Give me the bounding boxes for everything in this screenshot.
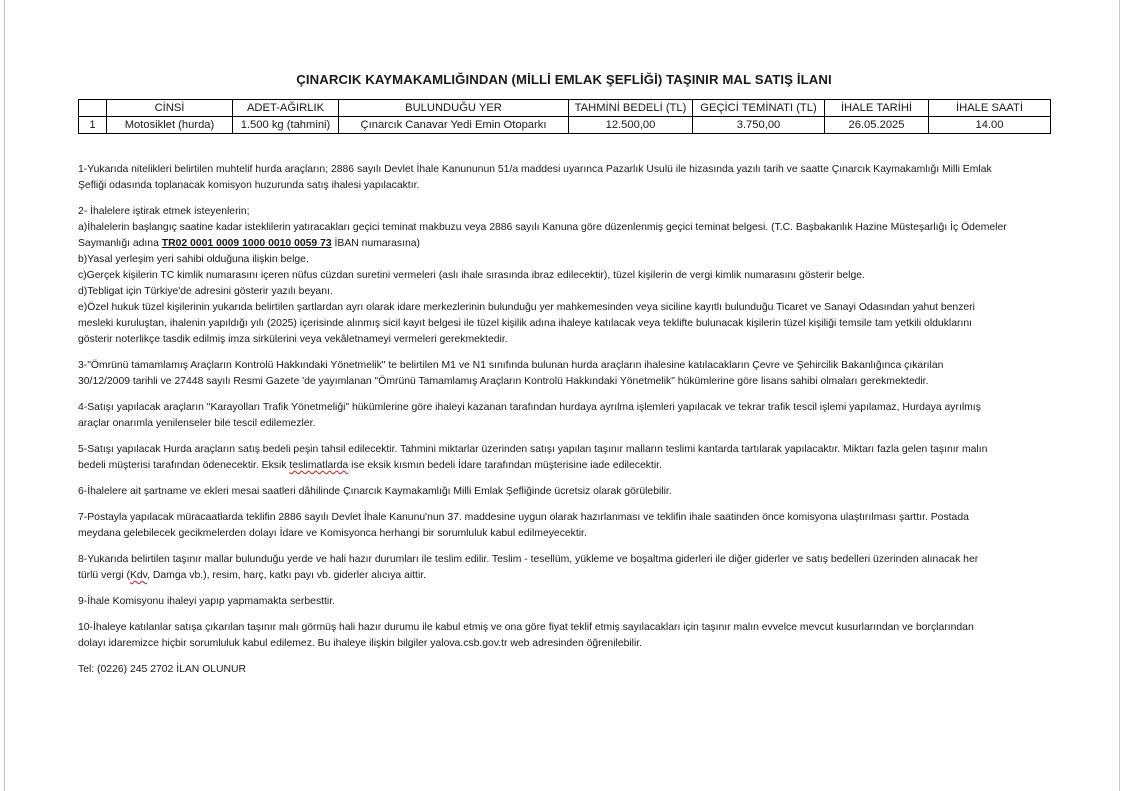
col-header-quantity: ADET-AĞIRLIK [233,100,339,117]
text-line: d)Tebligat için Türkiye'de adresini gösterir yazılı beyanı. [78,286,333,297]
text-line: mesleki kuruluştan, ihalenin yapıldığı yılı (2025) içerisinde alınmış sicil kayıt belgesi ile tüzel kişilik adına ihaleye katılacak veya teklifte bulunacak kişilerin tüzel kişiliği temsile tam yetkili olduklarını [78,318,972,329]
document-page [78,72,1050,688]
spellcheck-word: teslimatlarda [289,460,349,471]
text-line: araçlar onarımla yenilenseler bile tescil edilemezler. [78,418,316,429]
text-line: 6-İhalelere ait şartname ve ekleri mesai saatleri dâhilinde Çınarcık Kaymakamlığı Milli Emlak Şefliğinde ücretsiz olarak görülebilir. [78,486,672,497]
paragraph-4 [78,400,1050,432]
text-line [78,568,1050,584]
text-line: 5-Satışı yapılacak Hurda araçların satış bedeli peşin tahsil edilecektir. Tahmini miktarlar üzerinden satışı yapılan taşınır malların teslimi kantarda tartılarak yapılacaktır. Miktarı fazla gelen taşınır malın [78,444,988,455]
paragraph-6 [78,484,1050,500]
text-line [78,236,1050,252]
table-header-row [79,100,1051,117]
text-line: 1-Yukarıda nitelikleri belirtilen muhtelif hurda araçların; 2886 sayılı Devlet İhale Kanununun 51/a maddesi uyarınca Pazarlık Usulü ile hizasında yazılı tarih ve saatte Çınarcık Kaymakamlığı Milli Emlak [78,164,992,175]
paragraph-10 [78,620,1050,652]
text-line: 8-Yukarıda belirtilen taşınır mallar bulunduğu yerde ve hali hazır durumları ile teslim edilir. Teslim - tesellüm, yükleme ve boşaltma giderleri ile diğer giderler ve satış bedelleri üzerinden alınacak her [78,554,979,565]
text-line: 7-Postayla yapılacak müracaatlarda teklifin 2886 sayılı Devlet İhale Kanunu'nun 37. maddesine uygun olarak hazırlanması ve teklifin ihale saatinden önce komisyona ulaştırılması şarttır. Postada [78,512,969,523]
text-line: 10-İhaleye katılanlar satışa çıkarılan taşınır malı görmüş hali hazır durumu ile kabul etmiş ve ona göre fiyat teklif etmiş sayılacakları için taşınır malın evvelce mevcut kusurlarından ve borçlarından [78,622,974,633]
text-line: c)Gerçek kişilerin TC kimlik numarasını içeren nüfus cüzdan suretini vermeleri (aslı ihale sırasında ibraz edilecektir), tüzel kişilerin de vergi kimlik numarasını gösterir belge. [78,270,865,281]
col-header-type: CİNSİ [107,100,233,117]
text-line: 4-Satışı yapılacak araçların "Karayolları Trafik Yönetmeliği" hükümlerine göre ihaleyi kazanan tarafından hurdaya ayrılma işlemleri yapılacak ve tekrar trafik tescil işlemi yapılamaz, Hurdaya ayrılmış [78,402,981,413]
cell-estimated-price: 12.500,00 [569,117,693,134]
col-header-estimated-price: TAHMİNİ BEDELİ (TL) [569,100,693,117]
text-span: bedeli müşterisi tarafından ödenecektir. Eksik [78,460,290,471]
text-line: meydana gelebilecek gecikmelerden dolayı İdare ve Komisyonca herhangi bir sorumluluk kabul edilmeyecektir. [78,528,587,539]
col-header-auction-date: İHALE TARİHİ [825,100,929,117]
col-header-location: BULUNDUĞU YER [339,100,569,117]
text-span: ise eksik kısmın bedeli İdare tarafından müşterisine iade edilecektir. [348,460,662,471]
text-line: 30/12/2009 tarihli ve 27448 sayılı Resmi Gazete 'de yayımlanan "Ömrünü Tamamlamış Araçların Kontrolü Hakkındaki Yönetmelik" hükümlerine göre lisans sahibi olmaları gerekmektedir. [78,376,929,387]
paragraph-3 [78,358,1050,390]
text-line: 9-İhale Komisyonu ihaleyi yapıp yapmamakta serbesttir. [78,596,336,607]
page-edge-right [1119,0,1120,791]
text-line: 2- İhalelere iştirak etmek isteyenlerin; [78,206,250,217]
paragraph-8 [78,552,1050,584]
paragraph-1 [78,162,1050,194]
sale-items-table [78,99,1051,134]
paragraph-9 [78,594,1050,610]
page-edge-left [4,0,5,791]
text-line: 3-"Ömrünü tamamlamış Araçların Kontrolü Hakkındaki Yönetmelik" te belirtilen M1 ve N1 sınıfında bulunan hurda araçların ihalesine katılacakların Çevre ve Şehircilik Bakanlığınca çıkarılan [78,360,944,371]
col-header-auction-time: İHALE SAATİ [929,100,1051,117]
text-span: İBAN numarasına) [331,238,420,249]
cell-quantity: 1.500 kg (tahmini) [233,117,339,134]
document-title: ÇINARCIK KAYMAKAMLIĞINDAN (MİLLİ EMLAK ŞEFLİĞİ) TAŞINIR MAL SATIŞ İLANI [296,72,832,87]
text-span: türlü vergi ( [78,570,130,581]
cell-location: Çınarcık Canavar Yedi Emin Otoparkı [339,117,569,134]
iban-number: TR02 0001 0009 1000 0010 0059 73 [161,238,332,249]
spellcheck-word: Kdv [129,570,148,581]
text-line [78,458,1050,474]
paragraph-5 [78,442,1050,474]
cell-deposit: 3.750,00 [693,117,825,134]
table-row [79,117,1051,134]
text-line: dolayı idaremizce hiçbir sorumluluk kabul edilemez. Bu ihaleye ilişkin bilgiler yalova.csb.gov.tr web adresinden öğrenilebilir. [78,638,643,649]
text-line: a)İhalelerin başlangıç saatine kadar isteklilerin yatıracakları geçici teminat makbuzu veya 2886 sayılı Kanuna göre düzenlenmiş geçici teminat belgesi. (T.C. Başbakanlık Hazine Müsteşarlığı İç Ödemeler [78,222,1007,233]
paragraph-7 [78,510,1050,542]
text-span: , Damga vb.), resim, harç, katkı payı vb. giderler alıcıya aittir. [147,570,427,581]
text-line: gösterir noterlikçe tasdik edilmiş imza sirkülerini veya vekâletnameyi vermeleri gerekmektedir. [78,334,508,345]
col-header-no [79,100,107,117]
cell-auction-date: 26.05.2025 [825,117,929,134]
cell-auction-time: 14.00 [929,117,1051,134]
cell-type: Motosiklet (hurda) [107,117,233,134]
text-line: e)Özel hukuk tüzel kişilerinin yukarıda belirtilen şartlardan ayrı olarak idare merkezlerinin bulunduğu yer mahkemesinden veya siciline kayıtlı bulunduğu Ticaret ve Sanayi Odasından yahut benzeri [78,302,975,313]
document-body [78,162,1050,678]
paragraph-2 [78,204,1050,348]
footer-contact: Tel: (0226) 245 2702 İLAN OLUNUR [78,664,247,675]
text-span: Saymanlığı adına [78,238,162,249]
text-line: b)Yasal yerleşim yeri sahibi olduğuna ilişkin belge. [78,254,309,265]
text-line: Şefliği odasında toplanacak komisyon huzurunda satış ihalesi yapılacaktır. [78,180,420,191]
col-header-deposit: GEÇİCİ TEMİNATI (TL) [693,100,825,117]
cell-no: 1 [79,117,107,134]
